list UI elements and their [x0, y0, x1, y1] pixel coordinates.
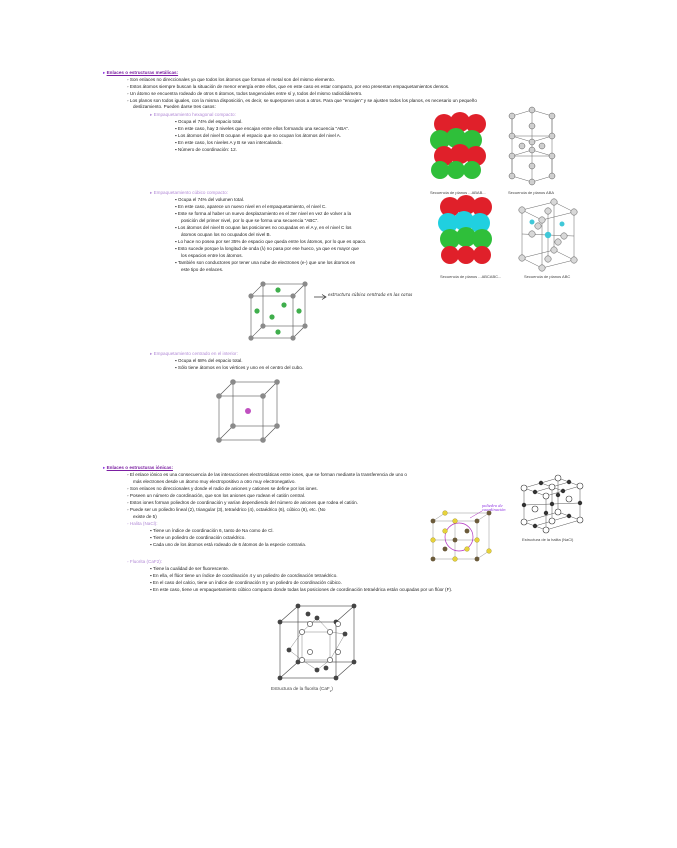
ccp-item-4: posición del primer nivel, por lo que se forma una secuencia "ABC". — [181, 218, 319, 223]
metal-line-4: ◦ Los planos son todos iguales, con la misma disposición, es decir, se superponen unos a otros. Para que "encajen" y se ajusten todos los planos, es necesario un pequeño — [127, 98, 477, 103]
ccp-item-8: ▪ Esto sucede porque la longitud de onda (λ) no pasa por ese hueco, ya que es mayor que — [175, 246, 359, 251]
hex-item-2: ▪ En este caso, hay 3 niveles que encajan entre ellos formando una secuencia "ABA". — [175, 126, 350, 131]
hex-item-5: ▪ Número de coordinación: 12. — [175, 147, 237, 152]
bcc-title: ▸ Empaquetamiento centrado en el interior: — [150, 351, 238, 356]
hex-item-4: ▪ En este caso, los niveles A y B se van intercalando. — [175, 140, 283, 145]
fluorita-item-3: ▪ En el caso del calcio, tiene un índice de coordinación 8 y un poliedro de coordinación cúbico. — [150, 580, 342, 585]
ionic-line-7: existe de 5) — [133, 514, 157, 519]
fluorita-item-2: ▪ En ella, el flúor tiene un índice de coordinación 4 y un poliedro de coordinación tetraédrico. — [150, 573, 338, 578]
hex-caption-right: Secuencia de planos ABA — [508, 190, 555, 195]
hex-spheres — [430, 112, 486, 179]
ccp-caption-right: Secuencia de planos ABC — [524, 274, 571, 279]
ccp-title: ▸ Empaquetamiento cúbico compacto: — [150, 190, 228, 195]
fluorita-title: ◦ Fluorita (CaF2): — [127, 559, 163, 564]
ionic-line-3: ◦ Son enlaces no direccionales y donde el radio de aniones y cationes se define por los iones. — [127, 486, 318, 491]
ccp-item-2: ▪ En este caso, aparece un nuevo nivel en el empaquetamiento, el nivel C. — [175, 204, 327, 209]
metal-heading: ▸ Enlaces o estructuras metálicas: — [103, 70, 179, 75]
ionic-line-6: ◦ Puede ser un poliedro lineal (2), triangular (3), tetraédrico (4), octaédrico (6), cúbico (8), etc. (No — [127, 507, 326, 512]
halita-item-2: ▪ Tiene un poliedro de coordinación octaédrico. — [150, 535, 246, 540]
ccp-sphere-stack-image — [434, 193, 504, 273]
bcc-item-2: ▪ Sólo tiene átomos en los vértices y uno en el centro del cubo. — [175, 365, 304, 370]
ccp-handnote: estructura cúbica centrada en las caras — [328, 292, 413, 297]
ionic-heading: ▸ Enlaces o estructuras iónicas: — [103, 465, 173, 470]
fluorita-structure-image — [272, 602, 362, 682]
ccp-caption-left: Secuencia de planos ...ABCABC... — [440, 274, 502, 279]
hex-caption-left: Secuencia de planos ...ABAB... — [430, 190, 486, 195]
ccp-item-7: ▪ Lo hace no posea por ser 35% de espacio que queda entre los átomos, por lo que es opaco. — [175, 239, 367, 244]
ionic-line-1: ◦ El enlace iónico es una consecuencia de las interacciones electrostáticas entre iones, que se forman mediante la transferencia de uno o — [127, 472, 407, 477]
ionic-line-5: ◦ Estos iones forman poliedros de coordinación y varían dependiendo del número de aniones que rodea el catión. — [127, 500, 358, 505]
ccp-item-3: ▪ Este se forma al haber un nuevo desplazamiento en el 3er nivel en vez de volver a la — [175, 211, 352, 216]
halita-item-3: ▪ Cada uno de los átomos está rodeado de 6 átomos de la especie contraria. — [150, 542, 307, 547]
fluorita-item-1: ▪ Tiene la cualidad de ser fluorescente. — [150, 566, 230, 571]
metal-line-5: deslizamiento. Pueden darse tres casos: — [133, 104, 216, 109]
hex-sphere-stack-image — [426, 108, 496, 188]
ionic-line-4: ◦ Poseen un número de coordinación, que son los aniones que rodean el catión central. — [127, 493, 306, 498]
ccp-item-1: ▪ Ocupa el 74% del volumen total. — [175, 197, 245, 202]
ccp-item-5: ▪ Los átomos del nivel B ocupan las posiciones no ocupadas en el A y, en el nivel C los — [175, 225, 352, 230]
metal-line-2: ◦ Estos átomos siempre buscan la situación de menor energía entre ellos, que en este caso es estar compacto, por eso presentan empaquetamientos densos. — [127, 84, 450, 89]
ccp-item-9: los espacios entre los átomos. — [181, 253, 243, 258]
metal-line-1: ◦ Son enlaces no direccionales ya que todos los átomos que forman el metal son del mismo elemento. — [127, 77, 335, 82]
halita-title: ◦ Halita (NaCl): — [127, 521, 158, 526]
fluorita-item-4: ▪ En este caso, tiene un empaquetamiento cúbico compacto donde todas las posiciones de coordinación tetraédrica están ocupadas por un flúor (F). — [150, 587, 453, 592]
hex-item-3: ▪ Los átomos del nivel B ocupan el espacio que no ocupan los átomos del nivel A. — [175, 133, 342, 138]
hex-item-1: ▪ Ocupa el 74% del espacio total. — [175, 119, 243, 124]
halita-handnote: poliedro de coordinación — [482, 504, 506, 512]
ccp-lattice-image — [514, 196, 580, 272]
metal-line-3: ◦ Un átomo se encuentra rodeado de otros 6 átomos, todos tangenciales entre sí y, todos del mismo radio/diámetro. — [127, 91, 363, 96]
ccp-item-10: ▪ También son conductores por tener una nube de electrones (e-) que une los átomos en — [175, 260, 356, 265]
hex-title: ▸ Empaquetamiento hexagonal compacto: — [150, 112, 236, 117]
bcc-item-1: ▪ Ocupa el 68% del espacio total. — [175, 358, 243, 363]
halita-caption: Estructura de la halita (NaCl) — [522, 537, 574, 542]
halita-lattice-image — [518, 470, 584, 534]
arrow-icon — [314, 294, 328, 300]
fcc-cube-diagram — [245, 278, 311, 344]
ionic-line-2: más electrones desde un átomo muy electropositivo a otro muy electronegativo. — [133, 479, 296, 484]
ccp-item-6: átomos ocupan los no ocupados del nivel B. — [181, 232, 271, 237]
hex-lattice-image — [502, 106, 562, 186]
bcc-cube-diagram — [213, 376, 283, 446]
fluorita-caption: Estructura de la fluorita (CaF$_2$) — [271, 686, 333, 693]
halita-item-1: ▪ Tiene un índice de coordinación 6, tanto de Na como de Cl. — [150, 528, 274, 533]
ccp-item-11: este tipo de enlaces. — [181, 267, 224, 272]
